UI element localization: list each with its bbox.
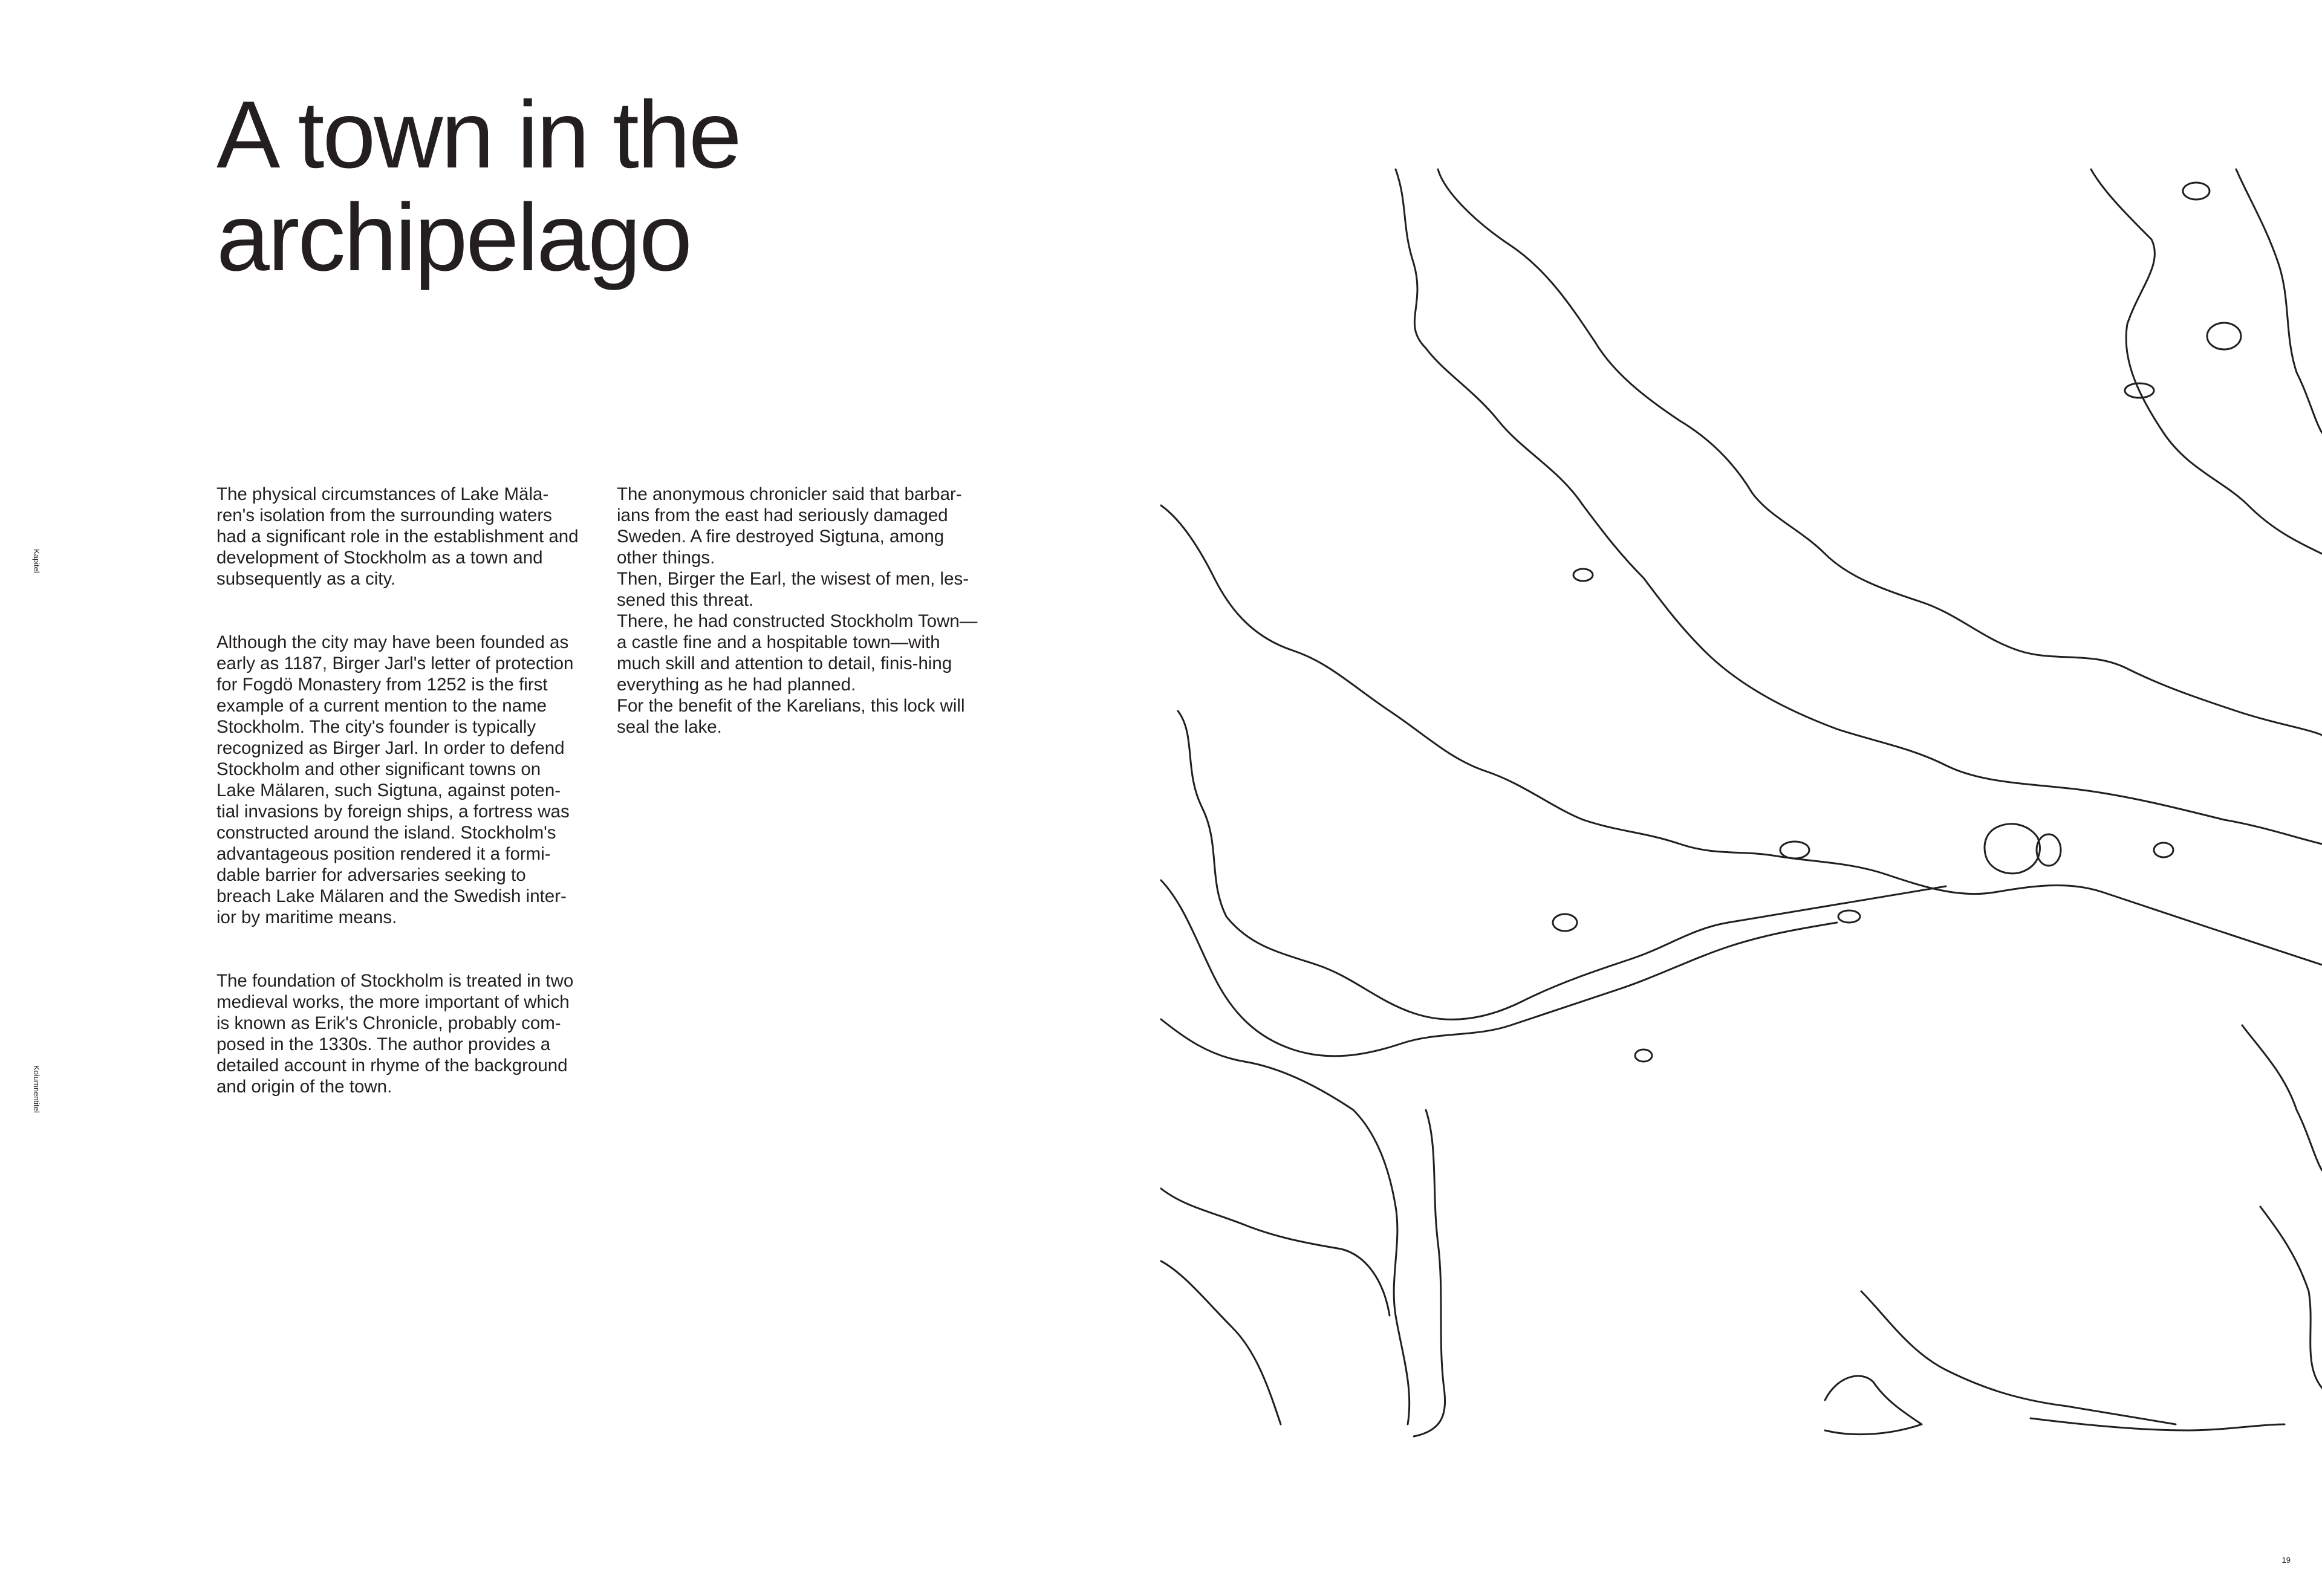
- map-shoreline: [2260, 1207, 2322, 1388]
- map-shoreline: [1161, 505, 2322, 965]
- chronicle-line-1: The anonymous chronicler said that barbar-ians from the east had seriously damaged Sweden. A fire destroyed Sigtuna, among other things.: [617, 484, 962, 568]
- right-text-column: [617, 484, 980, 738]
- map-island: [1573, 569, 1593, 581]
- map-shoreline: [1438, 169, 2322, 735]
- map-island: [1838, 910, 1860, 923]
- map-shoreline: [2242, 1025, 2322, 1170]
- map-shoreline: [1825, 1376, 1922, 1435]
- map-island: [1635, 1049, 1652, 1062]
- paragraph-2: Although the city may have been founded as early as 1187, Birger Jarl's letter of protection for Fogdö Monastery from 1252 is the first example of a current mention to the name Stockholm. The city's founder is typically recognized as Birger Jarl. In order to defend Stockholm and other significant towns on Lake Mälaren, such Sigtuna, against poten-tial invasions by foreign ships, a fortress was constructed around the island. Stockholm's advantageous position rendered it a formi-dable barrier for adversaries seeking to breach Lake Mälaren and the Swedish inter-ior by maritime means.: [216, 632, 574, 927]
- map-island: [1553, 914, 1577, 931]
- map-shoreline: [1396, 169, 2322, 844]
- running-title-label: Kolumnentitel: [32, 1065, 41, 1113]
- chronicle-line-3: There, he had constructed Stockholm Town—a castle fine and a hospitable town—with much skill and attention to detail, finis-hing everything as he had planned.: [617, 611, 978, 695]
- map-shoreline: [2091, 169, 2322, 554]
- map-shoreline: [1861, 1291, 2176, 1424]
- page-number: 19: [2281, 1555, 2291, 1565]
- map-shoreline: [2236, 169, 2322, 433]
- title-line-2: archipelago: [216, 184, 691, 291]
- paragraph-1: The physical circumstances of Lake Mäla-ren's isolation from the surrounding waters had a significant role in the establishment and development of Stockholm as a town and subsequently as a city.: [216, 484, 579, 589]
- map-island: [1780, 842, 1809, 858]
- map-shoreline: [1414, 1110, 1445, 1436]
- stockholm-island: [1985, 824, 2040, 874]
- paragraph-3: The foundation of Stockholm is treated in two medieval works, the more important of which is known as Erik's Chronicle, probably com-posed in the 1330s. The author provides a detailed account in rhyme of the background and origin of the town.: [216, 971, 574, 1097]
- left-text-column: [216, 484, 579, 1140]
- map-shoreline: [1161, 880, 1837, 1056]
- archipelago-map: [1160, 167, 2322, 1439]
- chronicle-line-4: For the benefit of the Karelians, this lock will seal the lake.: [617, 696, 965, 737]
- chapter-label: Kapitel: [32, 549, 41, 573]
- map-shoreline: [1178, 711, 1946, 1019]
- map-island: [2207, 323, 2241, 349]
- map-shoreline: [1161, 1189, 1390, 1315]
- map-shoreline: [1161, 1019, 1410, 1424]
- map-shoreline: [2031, 1418, 2285, 1430]
- map-shoreline: [1161, 1261, 1281, 1424]
- map-island: [2154, 843, 2173, 857]
- page-title: [216, 83, 942, 289]
- map-island: [2183, 183, 2210, 199]
- chronicle-line-2: Then, Birger the Earl, the wisest of men, les-sened this threat.: [617, 569, 969, 610]
- title-line-1: A town in the: [216, 82, 740, 188]
